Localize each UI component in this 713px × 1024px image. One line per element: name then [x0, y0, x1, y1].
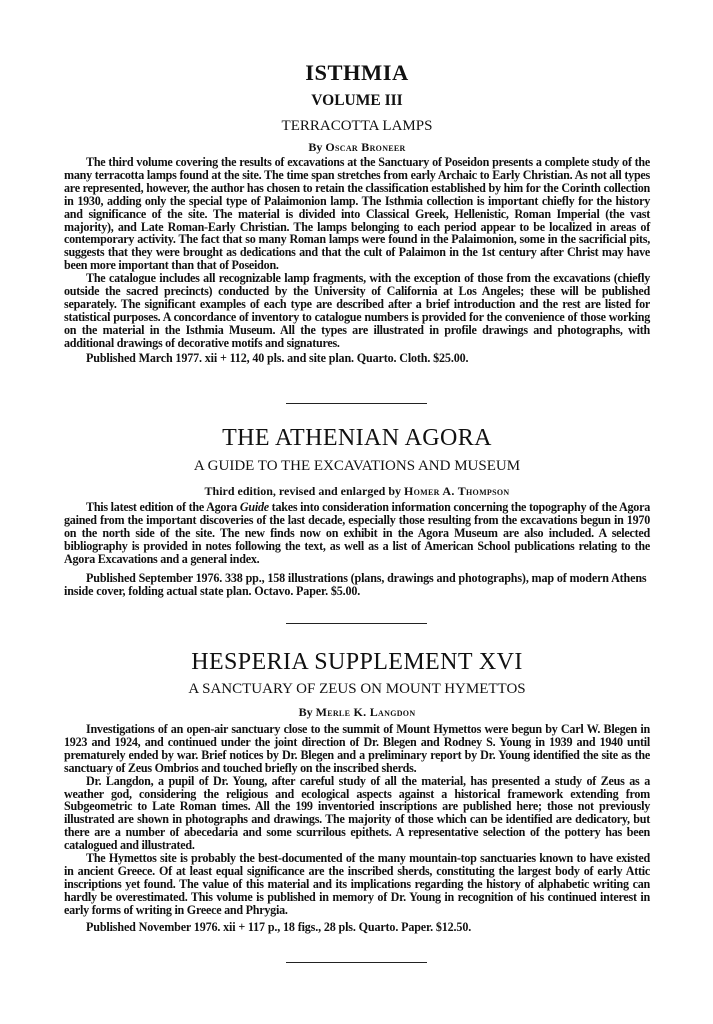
hesperia-byline: [64, 705, 650, 719]
isthmia-paragraph-1: The third volume covering the results of excavations at the Sanctuary of Poseidon presents a complete study of the many terracotta lamps found at the site. The time span stretches from early Archaic to Early Christian. As not all types are represented, however, the author has chosen to retain the classification established by him for the Corinth collection in 1930, adding only the special type of Palaimonion lamp. The Isthmia collection is important chiefly for the history and significance of the site. The material is divided into Classical Greek, Hellenistic, Roman Imperial (the vast majority), and Late Roman-Early Christian. The lamps belonging to each period appear to be localized in areas of contemporary activity. The fact that so many Roman lamps were found in the Palaimonion, some in the sacrificial pits, suggests that they were brought as dedications and that the cult of Palaimon in the 1st century after Christ may have been more important than that of Poseidon.: [64, 155, 650, 273]
hesperia-paragraph-1: Investigations of an open-air sanctuary close to the summit of Mount Hymettos were begun by Carl W. Blegen in 1923 and 1924, and continued under the joint direction of Dr. Blegen and Rodney S. Young in 1939 and 1940 until prematurely ended by war. Brief notices by Dr. Blegen and a preliminary report by Dr. Young identified the site as the sanctuary of Zeus Ombrios and touched briefly on the inscribed sherds.: [64, 722, 650, 775]
agora-paragraph-start: This latest edition of the Agora: [86, 500, 240, 514]
section-divider-1: [286, 403, 427, 404]
agora-author: Homer A. Thompson: [404, 484, 510, 498]
isthmia-published: Published March 1977. xii + 112, 40 pls. and site plan. Quarto. Cloth. $25.00.: [86, 350, 469, 365]
isthmia-byline: [64, 140, 650, 154]
isthmia-paragraph-2: The catalogue includes all recognizable lamp fragments, with the exception of those from the excavations (chiefly outside the sacred precincts) conducted by the University of California at Los Angeles; these will be published separately. The significant examples of each type are described after a brief introduction and the rest are listed for statistical purposes. A concordance of inventory to catalogue numbers is provided for the convenience of those working on the material in the Isthmia Museum. All the types are illustrated in profile drawings and photographs, with additional drawings of decorative motifs and signatures.: [64, 271, 650, 350]
agora-guide-italic: Guide: [239, 500, 269, 514]
agora-byline: [64, 484, 650, 498]
hesperia-published: Published November 1976. xii + 117 p., 18 figs., 28 pls. Quarto. Paper. $12.50.: [86, 919, 472, 934]
isthmia-author: Oscar Broneer: [325, 140, 406, 154]
isthmia-volume: VOLUME III: [311, 92, 403, 109]
hesperia-paragraph-3: The Hymettos site is probably the best-documented of the many mountain-top sanctuaries known to have existed in ancient Greece. Of at least equal significance are the inscribed sherds, constituting the largest body of early Attic inscriptions yet found. The value of this material and its implications regarding the history of alphabetic writing can hardly be overestimated. This volume is published in memory of Dr. Young in recognition of his continued interest in early forms of writing in Greece and Phrygia.: [64, 851, 650, 917]
agora-subtitle: A GUIDE TO THE EXCAVATIONS AND MUSEUM: [193, 458, 521, 474]
section-divider-2: [286, 623, 427, 624]
isthmia-by: By: [308, 140, 323, 154]
hesperia-section: [64, 648, 650, 934]
agora-section: [64, 424, 650, 598]
hesperia-body: [64, 723, 650, 934]
agora-paragraph-end: takes into consideration information concerning the topography of the Agora gained from the important discoveries of the last decade, especially those resulting from the excavations begun in 1970 on the north side of the site. The new finds now on exhibit in the Agora Museum are also included. A selected bibliography is provided in notes following the text, as well as a list of American School publications relating to the Agora Excavations and a general index.: [64, 500, 650, 566]
agora-paragraph: [64, 501, 650, 566]
isthmia-subtitle: TERRACOTTA LAMPS: [281, 118, 433, 134]
isthmia-body: [64, 156, 650, 365]
hesperia-author: Merle K. Langdon: [315, 705, 416, 719]
section-divider-3: [286, 962, 427, 963]
hesperia-subtitle: A SANCTUARY OF ZEUS ON MOUNT HYMETTOS: [188, 681, 526, 697]
hesperia-paragraph-2: Dr. Langdon, a pupil of Dr. Young, after careful study of all the material, has presented a study of Zeus as a weather god, considering the religious and ecological aspects against a historical framework extending from Subgeometric to Late Roman times. All the 199 inventoried inscriptions are published here; those not previously illustrated are shown in photographs and drawings. The majority of those which can be identified are dedicatory, but there are a number of abecedaria and some scurrilous epithets. A representative selection of the pottery has been catalogued and illustrated.: [64, 773, 650, 853]
agora-published: Published September 1976. 338 pp., 158 illustrations (plans, drawings and photographs), map of modern Athens inside cover, folding actual state plan. Octavo. Paper. $5.00.: [64, 570, 647, 598]
agora-title: THE ATHENIAN AGORA: [222, 425, 492, 451]
agora-body: [64, 501, 650, 598]
agora-edition: Third edition, revised and enlarged by: [204, 484, 402, 498]
hesperia-title: HESPERIA SUPPLEMENT XVI: [191, 649, 523, 675]
isthmia-title: ISTHMIA: [305, 60, 409, 85]
hesperia-by: By: [298, 705, 313, 719]
isthmia-section: [64, 60, 650, 365]
